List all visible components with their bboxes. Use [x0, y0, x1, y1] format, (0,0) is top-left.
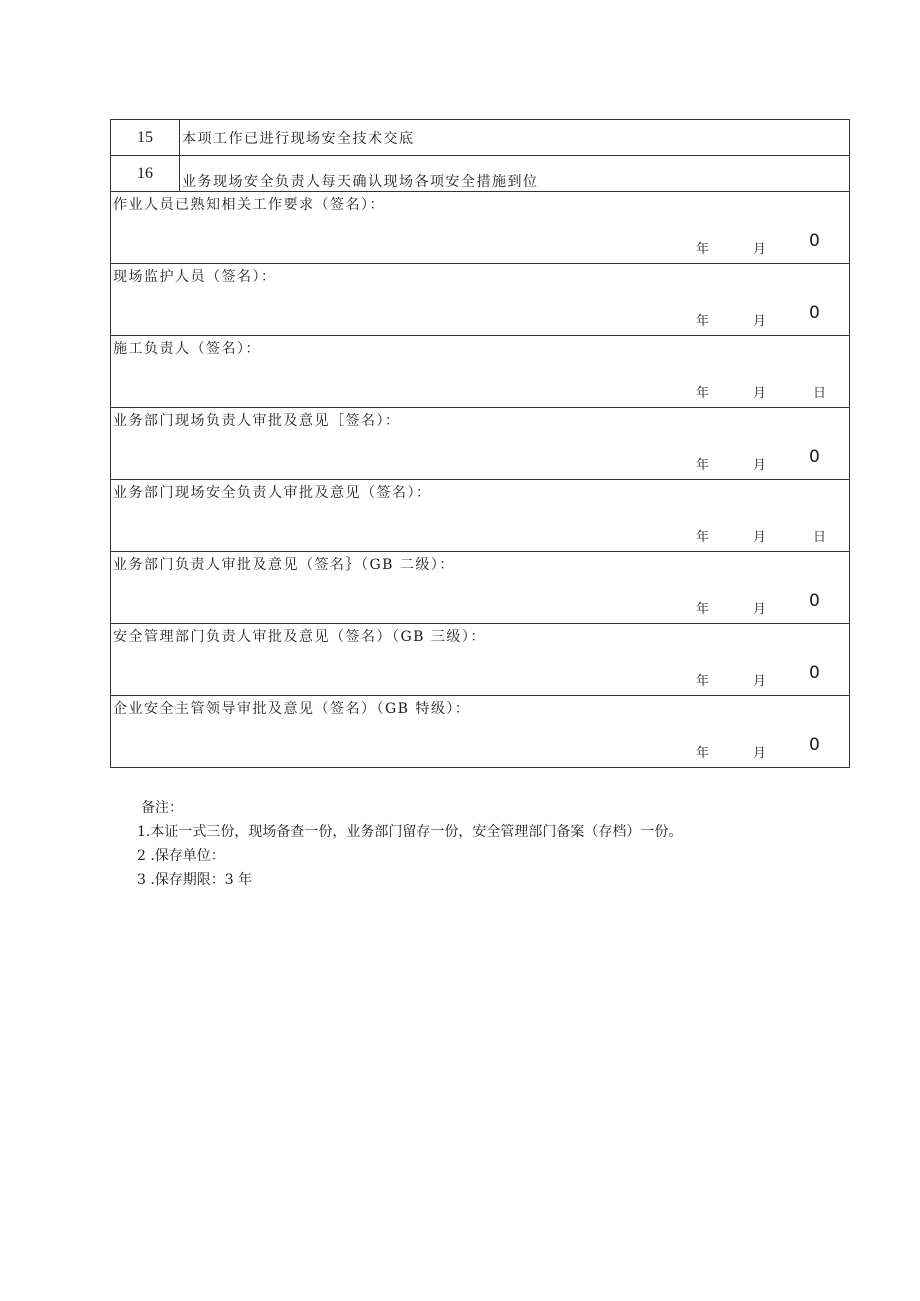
signature-label: 现场监护人员（签名）： [113, 269, 277, 285]
date-month-label: 月 [753, 746, 767, 761]
signature-field[interactable] [111, 480, 850, 552]
signature-row [111, 480, 850, 552]
signature-row [111, 192, 850, 264]
signature-label: 业务部门负责人审批及意见（签名｝（GB 二级）： [113, 557, 455, 573]
item-text: 业务现场安全负责人每天确认现场各项安全措施到位 [180, 156, 850, 192]
item-text: 本项工作已进行现场安全技术交底 [180, 120, 850, 156]
signature-field[interactable] [111, 192, 850, 264]
remarks-line: 3 .保存期限：3 年 [137, 872, 253, 888]
date-month-label: 月 [753, 602, 767, 617]
signature-label: 企业安全主管领导审批及意见（签名）（GB 特级）： [113, 701, 471, 717]
date-day-label: 日 [813, 530, 827, 545]
signature-label: 安全管理部门负责人审批及意见（签名）（GB 三级）： [113, 629, 486, 645]
date-month-label: 月 [753, 242, 767, 257]
signature-row [111, 696, 850, 768]
date-month-label: 月 [753, 674, 767, 689]
signature-row [111, 552, 850, 624]
signature-field[interactable] [111, 264, 850, 336]
remarks-title: 备注： [141, 800, 183, 816]
date-year-label: 年 [696, 674, 710, 689]
date-day-label: 0 [809, 447, 820, 467]
item-number: 15 [111, 120, 180, 156]
date-day-label: 日 [813, 386, 827, 401]
signature-label: 施工负责人（签名）： [113, 341, 261, 357]
signature-row [111, 336, 850, 408]
signature-label: 业务部门现场安全负责人审批及意见（签名）： [113, 485, 432, 501]
remarks-line: 1.本证一式三份，现场备查一份，业务部门留存一份，安全管理部门备案（存档）一份。 [137, 824, 683, 840]
signature-field[interactable] [111, 552, 850, 624]
date-year-label: 年 [696, 458, 710, 473]
date-day-label: 0 [809, 663, 820, 683]
date-year-label: 年 [696, 314, 710, 329]
date-month-label: 月 [753, 386, 767, 401]
date-day-label: 0 [809, 231, 820, 251]
signature-label: 作业人员已熟知相关工作要求（签名）： [113, 197, 385, 213]
date-year-label: 年 [696, 386, 710, 401]
date-day-label: 0 [809, 735, 820, 755]
item-number: 16 [111, 156, 180, 192]
date-year-label: 年 [696, 530, 710, 545]
signature-label: 业务部门现场负责人审批及意见［签名）： [113, 413, 401, 429]
safety-permit-table [110, 119, 850, 768]
signature-field[interactable] [111, 696, 850, 768]
signature-field[interactable] [111, 408, 850, 480]
item-row-16 [111, 156, 850, 192]
date-day-label: 0 [809, 303, 820, 323]
date-year-label: 年 [696, 602, 710, 617]
signature-field[interactable] [111, 624, 850, 696]
remarks-line: 2 .保存单位： [137, 848, 225, 864]
date-day-label: 0 [809, 591, 820, 611]
signature-row [111, 624, 850, 696]
date-month-label: 月 [753, 314, 767, 329]
date-month-label: 月 [753, 530, 767, 545]
date-month-label: 月 [753, 458, 767, 473]
date-year-label: 年 [696, 746, 710, 761]
date-year-label: 年 [696, 242, 710, 257]
item-row-15 [111, 120, 850, 156]
remarks-section [137, 796, 682, 892]
signature-field[interactable] [111, 336, 850, 408]
signature-row [111, 408, 850, 480]
signature-row [111, 264, 850, 336]
